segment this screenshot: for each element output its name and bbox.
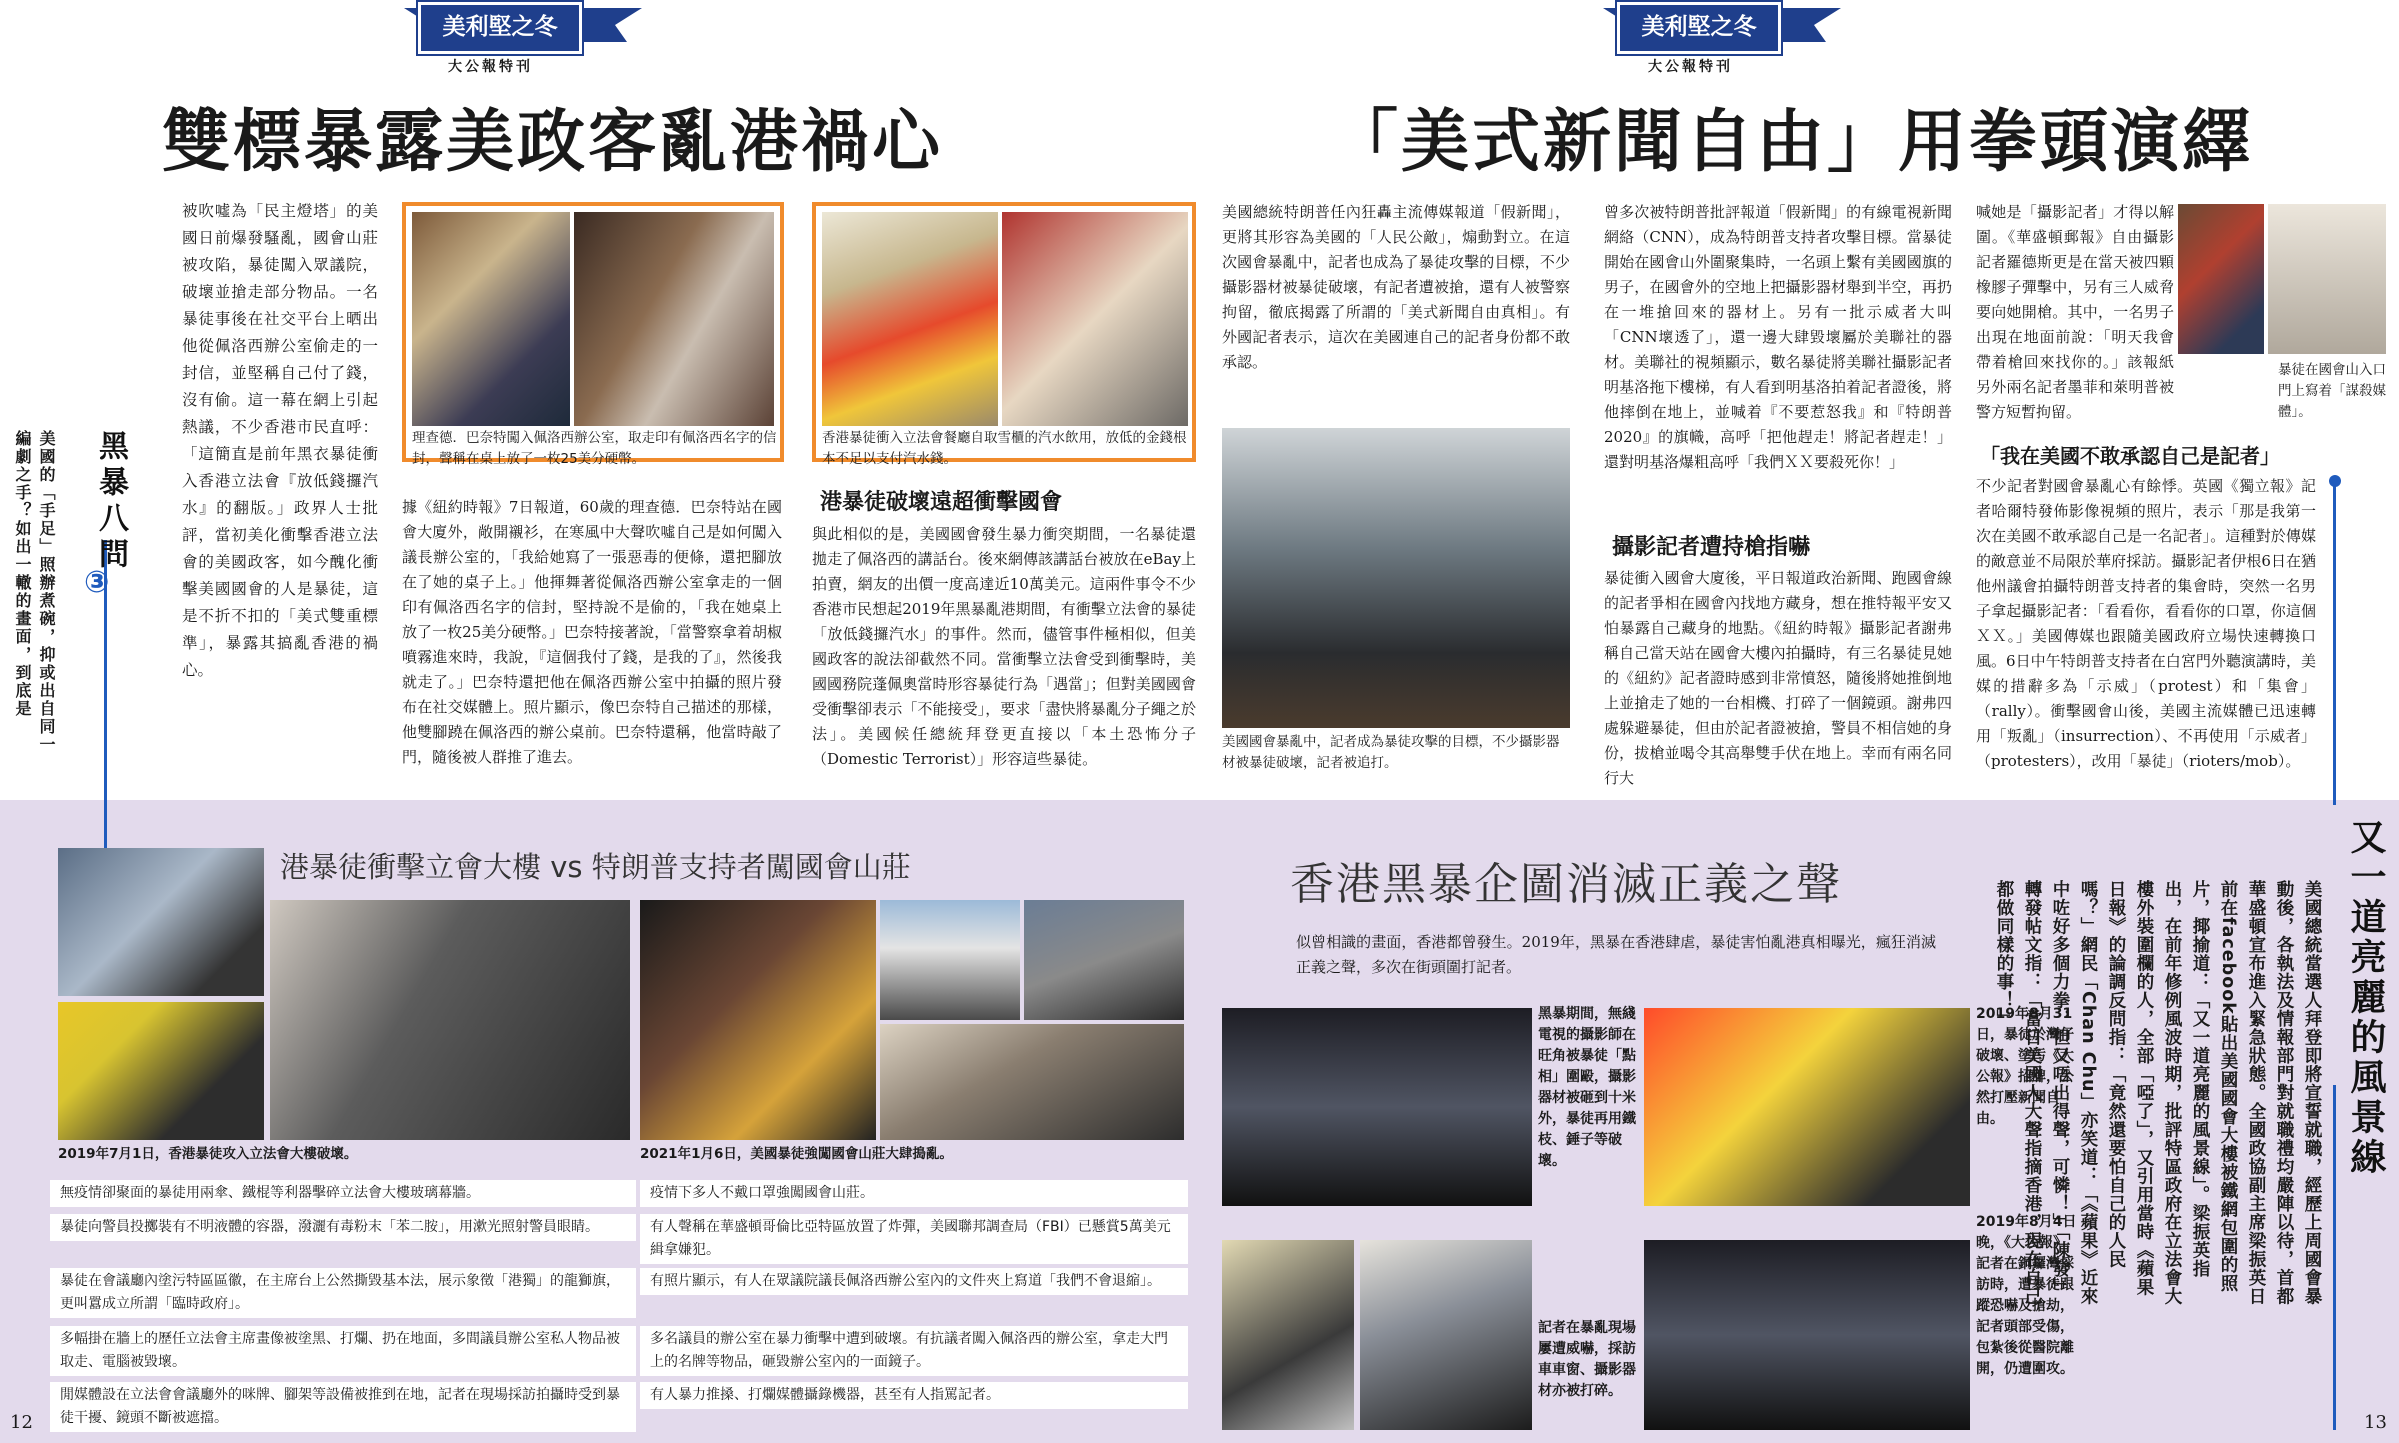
hk-caption: 2019年7月1日，香港暴徒攻入立法會大樓破壞。 (58, 1146, 358, 1162)
photo-hk-fridge (822, 212, 998, 426)
section-banner: 美利堅之冬 (418, 2, 582, 54)
series-number: ③ (84, 565, 110, 600)
subhead-hk-damage: 港暴徒破壞遠超衝擊國會 (820, 490, 1063, 515)
subhead-afraid-journalist: 「我在美國不敢承認自己是記者」 (1980, 444, 2280, 468)
side-column-title: 又一道亮麗的風景線 (2345, 818, 2386, 1178)
banner-wing-right-2 (1781, 8, 1841, 42)
photo-feet-on-desk (574, 212, 774, 426)
article-col2: 據《紐約時報》7日報道，60歲的理查德．巴奈特站在國會大廈外，敞開襯衫，在寒風中大聲吹噓自己是如何闖入議長辦公室的，「我給她寫了一張惡毒的便條，還把腳放在了她的桌子上。」他揮舞著從佩洛西辦公室拿走的一個印有佩洛西名字的信封，堅持說不是偷的，「我在她桌上放了一枚25美分硬幣。」巴奈特接著說，「當警察拿着胡椒噴霧進來時，我說，『這個我付了錢，是我的了』，然後我就走了。」巴奈特還把他在佩洛西辦公室中拍攝的照片發布在社交媒體上。照片顯示，像巴奈特自己描述的那樣，他雙腳蹺在佩洛西的辦公桌前。巴奈特還稱，他當時敲了門，隨後被人群推了進去。 (402, 498, 782, 766)
hk-bullet-2: 暴徒向警員投擲裝有不明液體的容器，潑灑有毒粉末「苯二胺」，用漱光照射警員眼睛。 (50, 1214, 636, 1241)
photo-murder-media-door (2268, 204, 2386, 354)
side-question: 美國的「手足」照辦煮碗，抑或出自同一編劇之手？如出一轍的畫面，到底是 (13, 430, 56, 754)
page-number-left: 12 (10, 1412, 33, 1433)
photo-caption-door: 暴徒在國會山入口門上寫着「謀殺媒體」。 (2278, 362, 2386, 420)
photo-news-van (1360, 1240, 1532, 1430)
us-bullet-5: 有人暴力推搡、打爛媒體攝錄機器，甚至有人指罵記者。 (640, 1382, 1188, 1409)
photo-hk-money (1002, 212, 1188, 426)
article-right-col3a: 喊她是「攝影記者」才得以解圍。《華盛頓郵報》自由攝影記者羅德斯更是在當天被四顆橡膠子彈擊中，另有三人威脅要向她開槍。其中，一名男子出現在地面前說：「明天我會帶着槍回來找你的。」該報紙另外兩名記者墨菲和萊明普被警方短暫拘留。 (1976, 203, 2174, 421)
article-right-col1: 美國總統特朗普任內狂轟主流傳媒報道「假新聞」，更將其形容為美國的「人民公敵」，煽動對立。在這次國會暴亂中，記者也成為了暴徒攻擊的目標，不少攝影器材被暴徒破壞，有記者遭被搶，還有人被警察拘留，徹底揭露了所謂的「美式新聞自由真相」。有外國記者表示，這次在美國連自己的記者身份都不敢承認。 (1222, 203, 1570, 371)
band-caption-4: 2019年8月4日晚，《大公報》記者在銅鑼灣採訪時，遭暴徒跟蹤恐嚇及搶劫，記者頭部受傷，包紮後從醫院離開，仍遭圍攻。 (1976, 1214, 2077, 1377)
photo-barnett-office (412, 212, 570, 426)
band-left-title: 港暴徒衝擊立會大樓 vs 特朗普支持者闖國會山莊 (280, 850, 911, 884)
band-right-title: 香港黑暴企圖消滅正義之聲 (1290, 859, 1842, 910)
photo-smashed-camera (1222, 1240, 1354, 1430)
band-right-intro: 似曾相識的畫面，香港都曾發生。2019年，黑暴在香港肆虐，暴徒害怕亂港真相曝光，瘋狂消滅正義之聲，多次在街頭圍打記者。 (1296, 933, 1936, 976)
band-caption-3: 記者在暴亂現場屢遭威嚇，採訪車車窗、攝影器材亦被打碎。 (1538, 1320, 1636, 1399)
special-edition-label-2: 大公報特刊 (1648, 59, 1733, 75)
photo-maga-man (2178, 204, 2264, 354)
article-right-col2b: 暴徒衝入國會大廈後，平日報道政治新聞、跑國會線的記者爭相在國會內找地方藏身，想在推特報平安又怕暴露自己藏身的地點。《紐約時報》攝影記者謝弗稱自己當天站在國會大樓內拍攝時，有三名暴徒見她的《紐約》記者證時感到非常憤怒，隨後將她推倒地上並搶走了她的一台相機、打碎了一個鏡頭。謝弗四處躲避暴徒，但由於記者證被搶，警員不相信她的身份，拔槍並喝令其高舉雙手伏在地上。幸而有兩名同行大 (1604, 569, 1952, 787)
photo-hk-legco-bottom (58, 1002, 264, 1140)
photo-capitol-office (880, 1024, 1184, 1140)
article-right-col2a: 曾多次被特朗普批評報道「假新聞」的有線電視新聞網絡（CNN），成為特朗普支持者攻擊目標。當暴徒開始在國會山外圍聚集時，一名頭上繫有美國國旗的男子，在國會外的空地上把攝影器材舉到半空，再扔在一堆搶回來的器材上。另有一批示威者大叫「CNN壞透了」，還一邊大肆毀壞屬於美聯社的器材。美聯社的視頻顯示，數名暴徒將美聯社攝影記者明基洛拖下樓梯，有人看到明基洛拍着記者證後，將他摔倒在地上，並喊着『不要惹怒我』和『特朗普2020』的旗幟，高呼「把他趕走！將記者趕走！」還對明基洛爆粗高呼「我們ＸＸ要殺死你！」 (1604, 203, 1952, 471)
hk-bullet-4: 多幅掛在牆上的歷任立法會主席畫像被塗黑、打爛、扔在地面，多間議員辦公室私人物品被取走、電腦被毀壞。 (50, 1326, 636, 1376)
side-line-top (2333, 795, 2336, 805)
section-banner-2: 美利堅之冬 (1617, 2, 1781, 54)
article-col3: 與此相似的是，美國國會發生暴力衝突期間，一名暴徒還拋走了佩洛西的講話台。後來網傳該講話台被放在eBay上拍賣，網友的出價一度高達近10萬美元。這兩件事令不少香港市民想起2019年黑暴亂港期間，有衝擊立法會的暴徒「放低錢攞汽水」的事件。然而，儘管事件極相似，但美國政客的說法卻截然不同。當衝擊立法會受到衝擊時，美國國務院蓬佩奧當時形容暴徒行為「遇當」；但對美國國會受衝擊卻表示「不能接受」，要求「盡快將暴亂分子繩之於法」。美國候任總統拜登更直接以「本土恐怖分子（Domestic Terrorist）」形容這些暴徒。 (812, 525, 1196, 768)
photo-hk-legco-top (58, 848, 264, 996)
series-title: 黑暴八問 (93, 430, 128, 574)
hk-bullet-1: 無疫情卻聚面的暴徒用兩傘、鐵棍等利器擊碎立法會大樓玻璃幕牆。 (50, 1180, 636, 1207)
band-caption-2: 2019年8月31日，暴徒於灣仔破壞、塗污《大公報》招牌，公然打壓新聞自由。 (1976, 1006, 2074, 1127)
special-edition-label: 大公報特刊 (448, 59, 533, 75)
side-column-text: 美國總統當選人拜登即將宣誓就職，經歷上周國會暴動後，各執法及情報部門對就職禮均嚴陣以待，首都華盛頓宣布進入緊急狀態。全國政協副主席梁振英日前在facebook貼出美國國會大樓被鐵網包圍的照片，揶揄道：「又一道亮麗的風景線」。梁振英指出，在前年修例風波時期，批評特區政府在立法會大樓外裝圍欄的人，全部「啞了」，又引用當時《蘋果日報》的論調反問指：「竟然還要怕自己的人民嗎？」網民「Chan Chu」亦笑道：「《蘋果》近來中咗好多個力拳，但又唔出得聲，可憐！」「陳發」轉發帖文指：「當日美國人大聲指摘香港，現在自己都做同樣的事！」 (1994, 880, 2322, 1306)
article-right-col3b: 不少記者對國會暴亂心有餘悸。英國《獨立報》記者哈爾特發佈影像視頻的照片，表示「那是我第一次在美國不敢承認自己是一名記者」。這種對於傳媒的敵意並不局限於華府採訪。攝影記者伊根6日在猶他州議會拍攝特朗普支持者的集會時，突然一名男子拿起攝影記者：「看看你，看看你的口罩，你這個ＸＸ。」美國傳媒也跟隨美國政府立場快速轉換口風。6日中午特朗普支持者在白宮門外聽演講時，美媒的措辭多為「示威」（protest）和「集會」（rally）。衝擊國會山後，美國主流媒體已迅速轉用「叛亂」（insurrection）、不再使用「示威者」（protesters），改用「暴徒」（rioters/mob）。 (1976, 477, 2316, 770)
subhead-gun-threat: 攝影記者遭持槍指嚇 (1612, 535, 1811, 560)
photo-capitol-media (1222, 428, 1570, 728)
headline: 雙標暴露美政客亂港禍心 (162, 103, 944, 182)
photo-caption-capitol-media: 美國國會暴亂中，記者成為暴徒攻擊的目標，不少攝影器材被暴徒破壞，記者被追打。 (1222, 734, 1560, 771)
article-col1: 被吹噓為「民主燈塔」的美國日前爆發騷亂，國會山莊被攻陷，暴徒闖入眾議院，破壞並搶走部分物品。一名暴徒事後在社交平台上晒出他從佩洛西辦公室偷走的一封信，並堅稱自己付了錢，沒有偷。這一幕在網上引起熱議，不少香港市民直呼：「這簡直是前年黑衣暴徒衝入香港立法會『放低錢攞汽水』的翻版。」政界人士批評，當初美化衝擊香港立法會的美國政客，如今醜化衝擊美國國會的人是暴徒，這是不折不扣的「美式雙重標準」，暴露其搞亂香港的禍心。 (182, 202, 378, 679)
headline-2: 「美式新聞自由」用拳頭演繹 (1330, 103, 2254, 182)
photo-caption-fridge: 香港暴徒衝入立法會餐廳自取雪櫃的汽水飲用，放低的金錢根本不足以支付汽水錢。 (822, 430, 1187, 467)
side-line-bottom (2333, 1085, 2336, 1430)
photo-capitol-door (640, 900, 876, 1140)
us-bullet-3: 有照片顯示，有人在眾議院議長佩洛西辦公室內的文件夾上寫道「我們不會退縮」。 (640, 1268, 1188, 1295)
us-bullet-1: 疫情下多人不戴口罩強闖國會山莊。 (640, 1180, 1188, 1207)
photo-takungpao-sign (1644, 1008, 1970, 1206)
banner-wing-right (582, 8, 642, 42)
photo-tvb-cameraman (1222, 1008, 1532, 1206)
hk-bullet-5: 閒媒體設在立法會會議廳外的咪牌、腳架等設備被推到在地，記者在現場採訪拍攝時受到暴徒干擾、鏡頭不斷被遮擋。 (50, 1382, 636, 1432)
us-caption: 2021年1月6日，美國暴徒強闖國會山莊大肆搗亂。 (640, 1146, 953, 1162)
photo-capitol-dome (880, 900, 1020, 1020)
us-bullet-4: 多名議員的辦公室在暴力衝擊中遭到破壞。有抗議者闖入佩洛西的辦公室，拿走大門上的名牌等物品，砸毀辦公室內的一面鏡子。 (640, 1326, 1188, 1376)
page-number-right: 13 (2364, 1412, 2387, 1433)
hk-bullet-3: 暴徒在會議廳內塗污特區區徽，在主席台上公然撕毀基本法，展示象徵「港獨」的龍獅旗，更叫囂成立所謂「臨時政府」。 (50, 1268, 636, 1318)
band-caption-1: 黑暴期間，無綫電視的攝影師在旺角被暴徒「點相」圍毆，攝影器材被砸到十米外，暴徒再用鐵枝、錘子等破壞。 (1538, 1006, 1636, 1169)
photo-caption-barnett: 理查德．巴奈特闖入佩洛西辦公室，取走印有佩洛西名字的信封，聲稱在桌上放了一枚25美分硬幣。 (412, 430, 777, 467)
photo-hk-legco-main (270, 900, 630, 1140)
photo-capitol-crowd (1024, 900, 1184, 1020)
right-accent-dot (2329, 475, 2341, 487)
us-bullet-2: 有人聲稱在華盛頓哥倫比亞特區放置了炸彈，美國聯邦調查局（FBI）已懸賞5萬美元緝拿嫌犯。 (640, 1214, 1188, 1264)
right-accent-line (2333, 480, 2336, 795)
photo-causeway-bay (1644, 1240, 1970, 1430)
